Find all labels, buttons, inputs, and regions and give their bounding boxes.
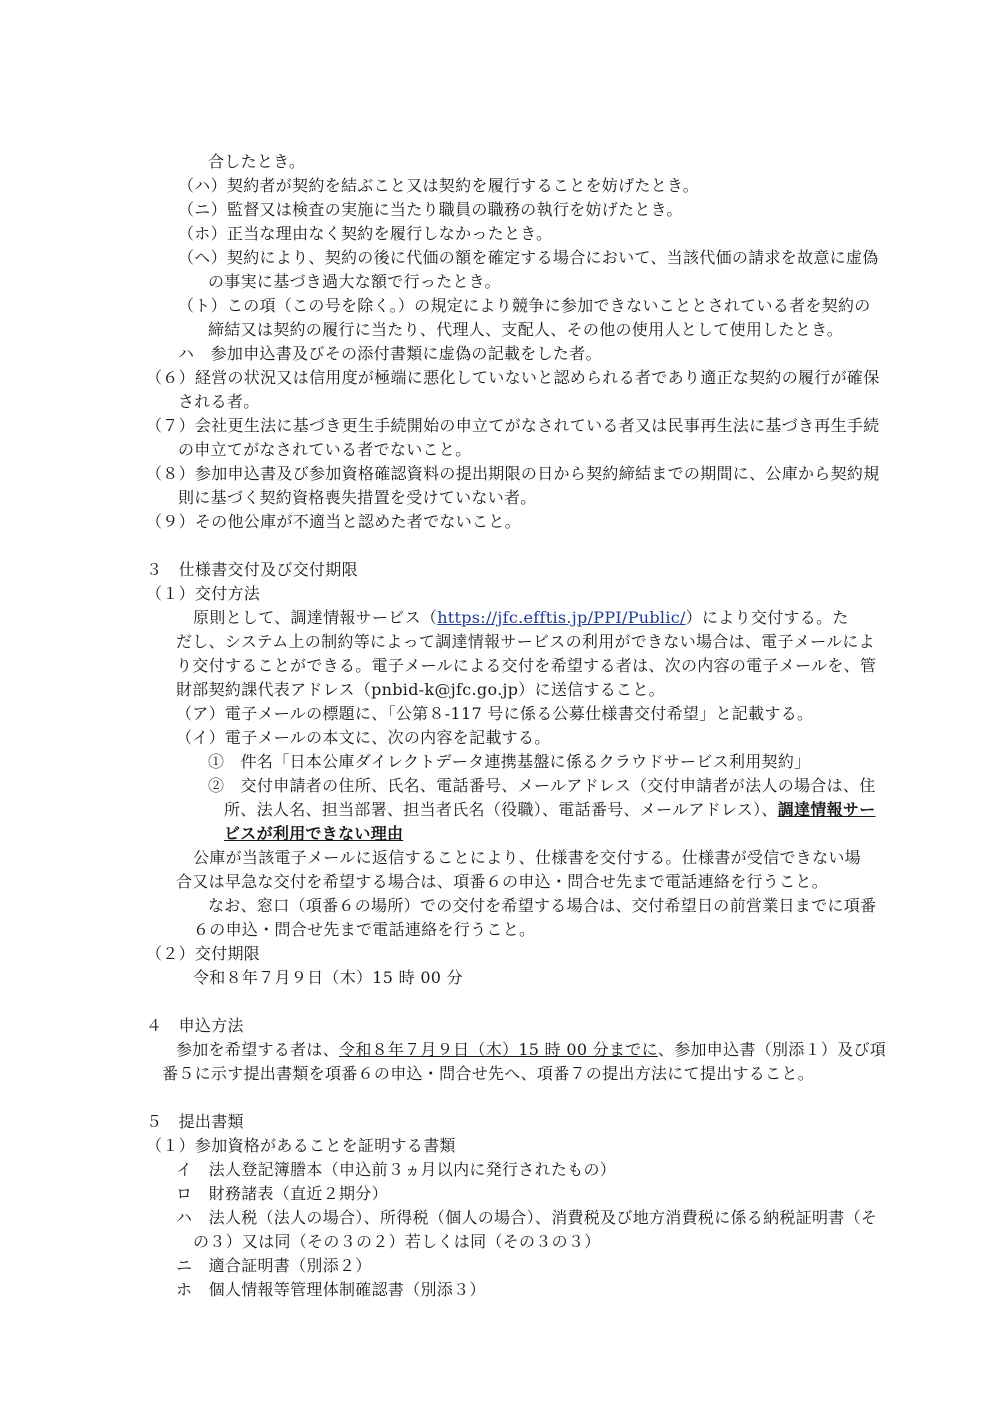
- text-span: ）により交付する。た: [685, 608, 849, 627]
- section-heading: ４ 申込方法: [146, 1016, 244, 1035]
- text-span: 原則として、調達情報サービス（: [193, 608, 438, 627]
- text-line: の申立てがなされている者でないこと。: [178, 440, 472, 459]
- text-line: （８）参加申込書及び参加資格確認資料の提出期限の日から契約締結までの期間に、公庫から契約規: [146, 464, 880, 483]
- list-item-continuation: の３）又は同（その３の２）若しくは同（その３の３）: [193, 1232, 601, 1251]
- text-line: 締結又は契約の履行に当たり、代理人、支配人、その他の使用人として使用したとき。: [208, 320, 844, 339]
- text-line: （７）会社更生法に基づき更生手続開始の申立てがなされている者又は民事再生法に基づき再生手続: [146, 416, 880, 435]
- text-span: 、参加申込書（別添１）及び項: [657, 1040, 887, 1059]
- text-line: なお、窓口（項番６の場所）での交付を希望する場合は、交付希望日の前営業日までに項番: [208, 896, 877, 915]
- text-line: ６の申込・問合せ先まで電話連絡を行うこと。: [193, 920, 536, 939]
- subsection-heading: （１）参加資格があることを証明する書類: [146, 1136, 456, 1155]
- emphasis-text: ビスが利用できない理由: [224, 824, 404, 843]
- subsection-heading: （２）交付期限: [146, 944, 261, 963]
- list-item: イ 法人登記簿謄本（申込前３ヵ月以内に発行されたもの）: [176, 1160, 617, 1179]
- section-heading: ５ 提出書類: [146, 1112, 244, 1131]
- text-line: 則に基づく契約資格喪失措置を受けていない者。: [178, 488, 537, 507]
- list-item: ホ 個人情報等管理体制確認書（別添３）: [176, 1280, 486, 1299]
- text-line: （イ）電子メールの本文に、次の内容を記載する。: [176, 728, 551, 747]
- text-line: だし、システム上の制約等によって調達情報サービスの利用ができない場合は、電子メールによ: [176, 632, 875, 651]
- text-line: 合又は早急な交付を希望する場合は、項番６の申込・問合せ先まで電話連絡を行うこと。: [176, 872, 829, 891]
- text-line: り交付することができる。電子メールによる交付を希望する者は、次の内容の電子メールを、管: [176, 656, 877, 675]
- text-line: （ト）この項（この号を除く。）の規定により競争に参加できないこととされている者を契約の: [178, 296, 871, 315]
- text-line: 財部契約課代表アドレス（pnbid-k@jfc.go.jp）に送信すること。: [176, 680, 665, 699]
- emphasis-text: 調達情報サー: [777, 800, 876, 819]
- text-line: 令和８年７月９日（木）15 時 00 分: [193, 968, 463, 987]
- text-line: 番５に示す提出書類を項番６の申込・問合せ先へ、項番７の提出方法にて提出すること。: [162, 1064, 815, 1083]
- text-line: （ヘ）契約により、契約の後に代価の額を確定する場合において、当該代価の請求を故意に虚偽: [178, 248, 879, 267]
- text-line: ② 交付申請者の住所、氏名、電話番号、メールアドレス（交付申請者が法人の場合は、住: [208, 776, 876, 795]
- text-line: （ホ）正当な理由なく契約を履行しなかったとき。: [178, 224, 553, 243]
- text-span: 参加を希望する者は、: [176, 1040, 340, 1059]
- text-line: の事実に基づき過大な額で行ったとき。: [208, 272, 501, 291]
- list-item: ハ 法人税（法人の場合）、所得税（個人の場合）、消費税及び地方消費税に係る納税証明書（そ: [176, 1208, 878, 1227]
- text-line: ① 件名「日本公庫ダイレクトデータ連携基盤に係るクラウドサービス利用契約」: [208, 752, 811, 771]
- text-line: [193, 607, 849, 629]
- text-line: （６）経営の状況又は信用度が極端に悪化していないと認められる者であり適正な契約の履行が確保: [146, 368, 880, 387]
- text-line: （ニ）監督又は検査の実施に当たり職員の職務の執行を妨げたとき。: [178, 200, 683, 219]
- list-item: ニ 適合証明書（別添２）: [176, 1256, 372, 1275]
- text-span: 所、法人名、担当部署、担当者氏名（役職）、電話番号、メールアドレス）、: [224, 800, 778, 819]
- deadline-text: 令和８年７月９日（木）15 時 00 分までに: [339, 1040, 658, 1059]
- text-line: 公庫が当該電子メールに返信することにより、仕様書を交付する。仕様書が受信できない場: [193, 848, 861, 867]
- text-line: [224, 799, 876, 821]
- text-line: 合したとき。: [208, 152, 306, 171]
- list-item: ロ 財務諸表（直近２期分）: [176, 1184, 388, 1203]
- text-line: （９）その他公庫が不適当と認めた者でないこと。: [146, 512, 521, 531]
- procurement-service-link[interactable]: https://jfc.efftis.jp/PPI/Public/: [437, 608, 686, 627]
- text-line: [176, 1039, 886, 1061]
- text-line: （ア）電子メールの標題に、「公第８-117 号に係る公募仕様書交付希望」と記載する。: [176, 704, 814, 723]
- subsection-heading: （１）交付方法: [146, 584, 261, 603]
- text-line: される者。: [178, 392, 260, 411]
- text-line: ハ 参加申込書及びその添付書類に虚偽の記載をした者。: [178, 344, 602, 363]
- section-heading: ３ 仕様書交付及び交付期限: [146, 560, 358, 579]
- text-line: （ハ）契約者が契約を結ぶこと又は契約を履行することを妨げたとき。: [178, 176, 699, 195]
